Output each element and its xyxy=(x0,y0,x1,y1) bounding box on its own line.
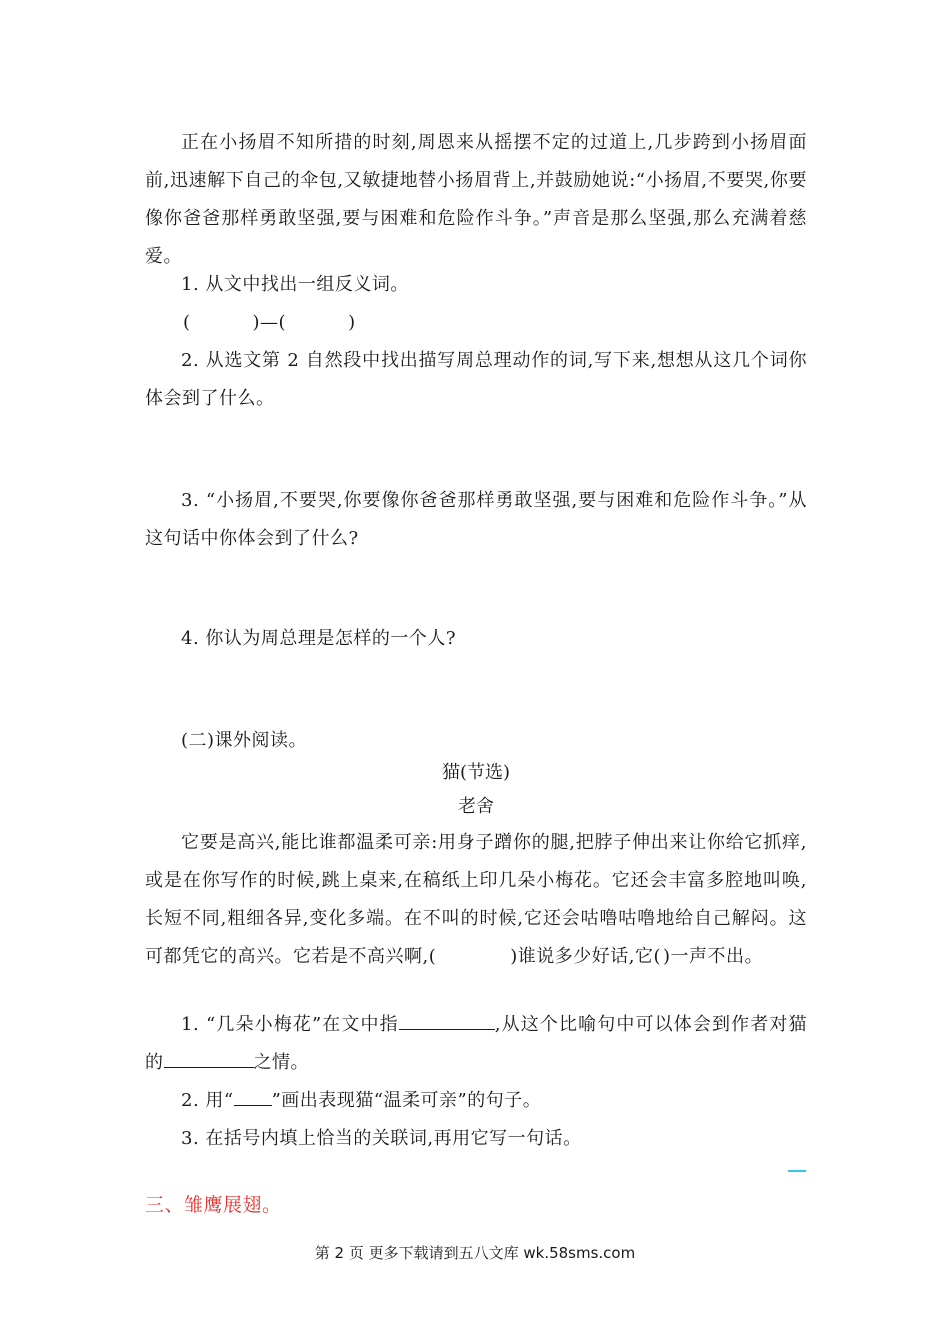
question-2 xyxy=(145,342,807,418)
s2-q3-text: 3. 在括号内填上恰当的关联词,再用它写一句话。 xyxy=(181,1128,582,1149)
question-3 xyxy=(145,482,807,558)
section-2-heading xyxy=(145,722,807,760)
s2-q1-text-c: 之情。 xyxy=(253,1052,309,1073)
question-4-text: 4. 你认为周总理是怎样的一个人? xyxy=(181,628,457,649)
question-3-text: 3. “小扬眉,不要哭,你要像你爸爸那样勇敢坚强,要与困难和危险作斗争。”从这句话中你体会到了什么? xyxy=(145,490,807,549)
section-3-heading xyxy=(145,1186,807,1224)
question-4 xyxy=(145,620,807,658)
paren-mid: )—( xyxy=(252,312,287,333)
s2-q1-text-a: 1. “几朵小梅花”在文中指 xyxy=(181,1014,399,1035)
page-footer: 第 2 页 更多下载请到五八文库 wk.58sms.com xyxy=(314,1244,636,1262)
article-author: 老舍 xyxy=(458,796,494,817)
decorative-mark xyxy=(788,1170,806,1172)
section-2-question-3 xyxy=(145,1120,807,1158)
passage-text: 正在小扬眉不知所措的时刻,周恩来从摇摆不定的过道上,几步跨到小扬眉面前,迅速解下自己的伞包,又敏捷地替小扬眉背上,并鼓励她说:“小扬眉,不要哭,你要像你爸爸那样勇敢坚强,要与困难和危险作斗争。”声音是那么坚强,那么充满着慈爱。 xyxy=(145,132,807,267)
section-2-question-1 xyxy=(145,1006,807,1082)
section-2-question-2 xyxy=(145,1082,807,1120)
paren-close: ) xyxy=(348,312,356,333)
answer-blank-1[interactable] xyxy=(399,1009,495,1030)
underline-sample xyxy=(234,1085,272,1106)
section-3-heading-text: 三、雏鹰展翅。 xyxy=(145,1194,282,1216)
s2-q2-text-b: ”画出表现猫“温柔可亲”的句子。 xyxy=(271,1090,542,1111)
s2-q2-text-a: 2. 用“ xyxy=(181,1090,234,1111)
s2-q1-text-b: ,从这个比喻句中可以体会到作者对猫的 xyxy=(145,1014,807,1073)
article-paragraph xyxy=(145,824,807,976)
answer-blank-2[interactable] xyxy=(164,1047,254,1068)
section-2-heading-text: (二)课外阅读。 xyxy=(181,730,308,751)
article-title: 猫(节选) xyxy=(441,762,511,783)
article-text-3: )一声不出。 xyxy=(663,946,764,967)
question-1-text: 1. 从文中找出一组反义词。 xyxy=(181,274,409,295)
passage-paragraph xyxy=(145,124,807,276)
question-2-text: 2. 从选文第 2 自然段中找出描写周总理动作的词,写下来,想想从这几个词你体会到了什么。 xyxy=(145,350,807,409)
article-text-1: 它要是高兴,能比谁都温柔可亲:用身子蹭你的腿,把脖子伸出来让你给它抓痒,或是在你写作的时候,跳上桌来,在稿纸上印几朵小梅花。它还会丰富多腔地叫唤,长短不同,粗细各异,变化多端。在不叫的时候,它还会咕噜咕噜地给自己解闷。这可都凭它的高兴。它若是不高兴啊,( xyxy=(145,832,807,967)
paren-open: ( xyxy=(183,312,191,333)
question-1 xyxy=(145,266,807,304)
article-text-2: )谁说多少好话,它( xyxy=(510,946,662,967)
question-1-answer-line xyxy=(145,304,807,342)
